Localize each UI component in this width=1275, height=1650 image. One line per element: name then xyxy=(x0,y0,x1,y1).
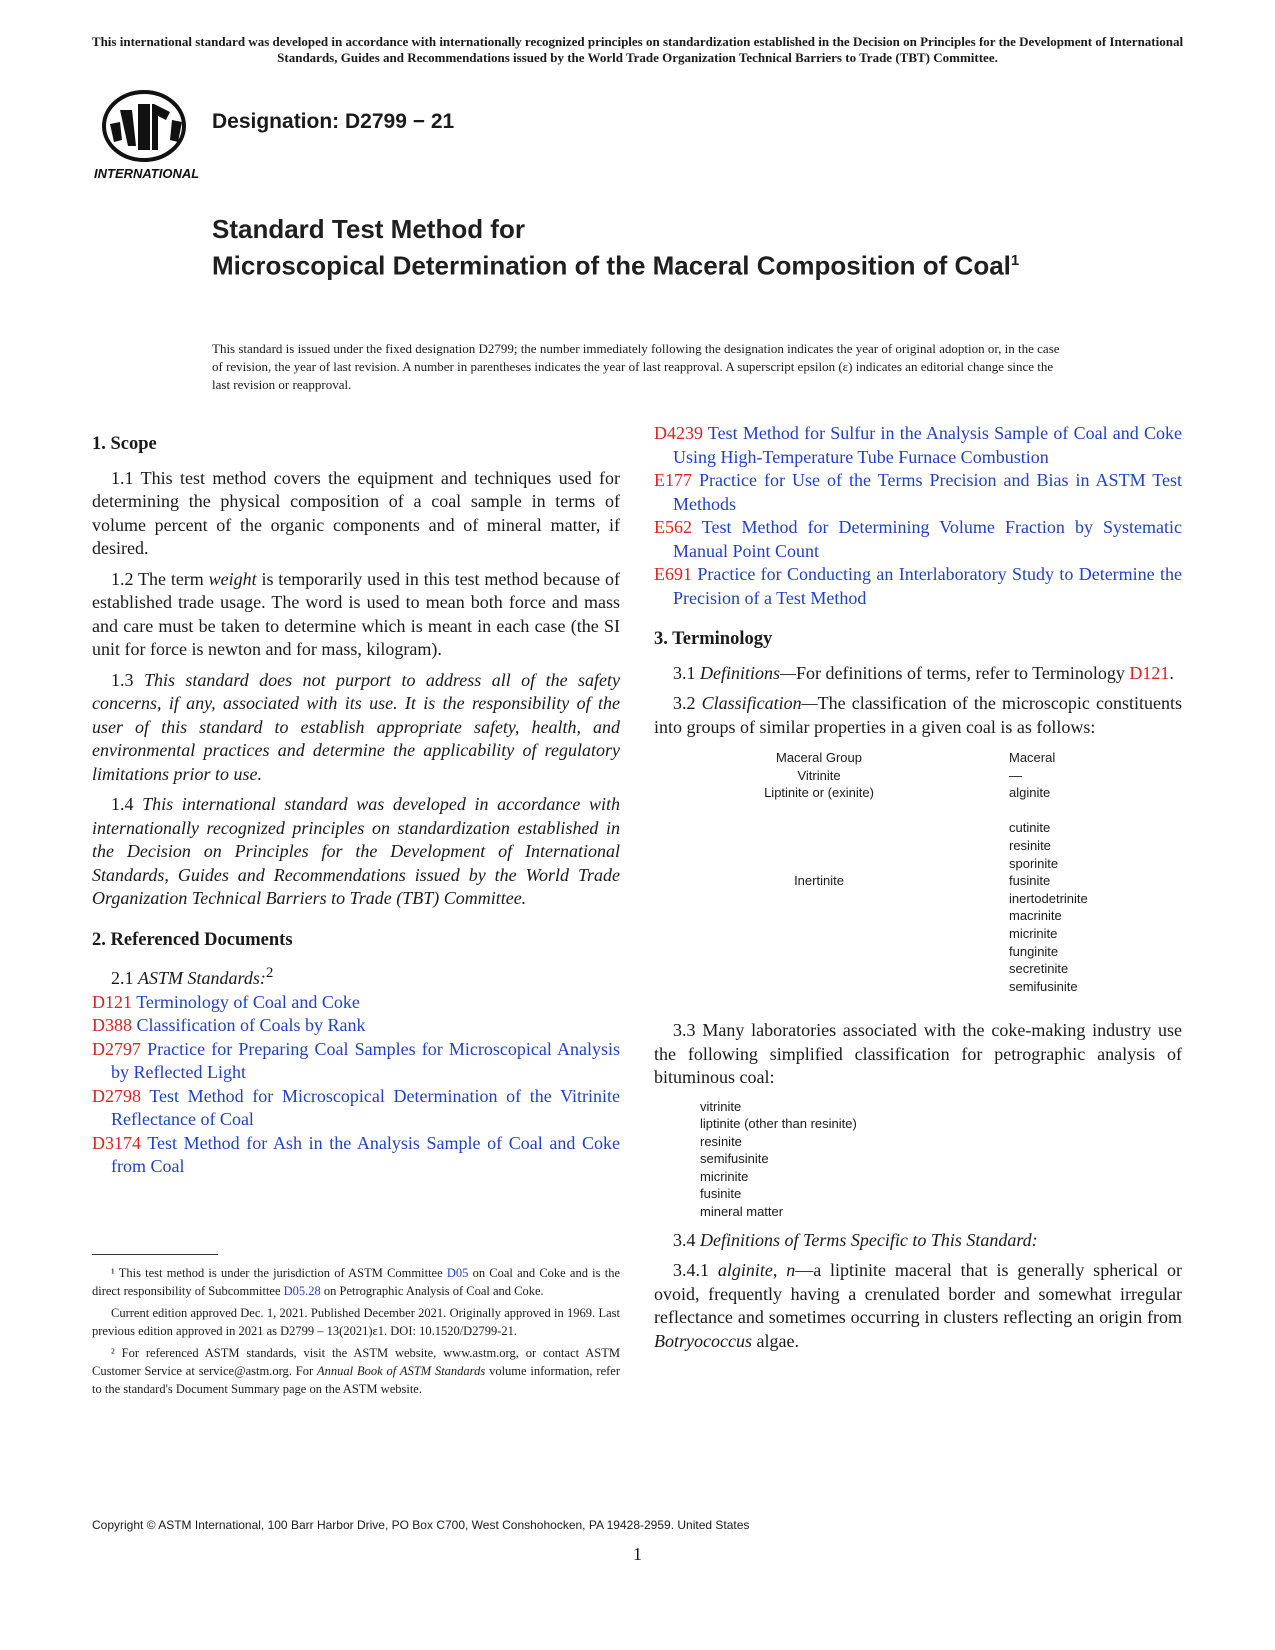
right-column xyxy=(654,422,1182,1360)
terminology-3-1: 3.1 Definitions—For definitions of terms, refer to Terminology D121. xyxy=(673,662,1174,683)
list-item: vitrinite xyxy=(700,1098,742,1114)
logo-text: INTERNATIONAL xyxy=(94,166,200,181)
reference-item[interactable]: D4239 Test Method for Sulfur in the Analysis Sample of Coal and Coke Using High-Temperature Tube Furnace Combustion xyxy=(654,423,1182,467)
title-line-2: Microscopical Determination of the Maceral Composition of Coal$^1$ xyxy=(212,250,1020,281)
designation: Designation: D2799 − 21 xyxy=(212,110,455,133)
maceral-item: macrinite xyxy=(1009,908,1062,924)
maceral-item: fusinite xyxy=(1009,873,1051,889)
reference-item[interactable]: E691 Practice for Conducting an Interlaboratory Study to Determine the Precision of a Test Method xyxy=(654,564,1183,608)
maceral-item: inertodetrinite xyxy=(1009,890,1088,906)
title-line-1: Standard Test Method for xyxy=(212,214,525,244)
astm-standards-subheading: 2.1 ASTM Standards:$^2$ xyxy=(111,965,274,988)
reference-item[interactable]: D388 Classification of Coals by Rank xyxy=(92,1015,366,1035)
scope-1-1: 1.1 This test method covers the equipment and techniques used for determining the physical composition of a coal sample in terms of volume percent of the organic components and of mineral matter, if desired. xyxy=(92,467,620,558)
page-number: 1 xyxy=(633,1544,642,1564)
reference-item[interactable]: E177 Practice for Use of the Terms Precision and Bias in ASTM Test Methods xyxy=(654,470,1182,514)
maceral-item: resinite xyxy=(1009,838,1051,853)
footnotes xyxy=(92,1264,620,1402)
terminology-3-2: 3.2 Classification—The classification of the microscopic constituents into groups of similar properties in a given coal is as follows: xyxy=(654,693,1183,737)
list-item: resinite xyxy=(700,1133,742,1149)
list-item: semifusinite xyxy=(700,1151,769,1167)
maceral-item: sporinite xyxy=(1009,855,1059,871)
reference-item[interactable]: D121 Terminology of Coal and Coke xyxy=(92,991,360,1012)
group-inertinite: Inertinite xyxy=(794,873,844,889)
simplified-classification-list xyxy=(654,1098,1182,1221)
reference-item[interactable]: D2798 Test Method for Microscopical Determination of the Vitrinite Reflectance of Coal xyxy=(92,1085,620,1129)
maceral-item: secretinite xyxy=(1009,961,1069,977)
maceral-vitrinite: — xyxy=(1009,767,1022,783)
list-item: fusinite xyxy=(700,1186,742,1202)
group-liptinite: Liptinite or (exinite) xyxy=(764,785,874,801)
list-item: mineral matter xyxy=(700,1204,784,1220)
reference-item[interactable]: D2797 Practice for Preparing Coal Samples for Microscopical Analysis by Reflected Light xyxy=(92,1038,620,1082)
footnote-1: ¹ This test method is under the jurisdiction of ASTM Committee D05 on Coal and Coke and is the direct responsibility of Subcommittee D05.28 on Petrographic Analysis of Coal and Coke. xyxy=(92,1266,620,1298)
list-item: micrinite xyxy=(700,1168,749,1184)
group-vitrinite: Vitrinite xyxy=(797,767,841,783)
references-heading: 2. Referenced Documents xyxy=(92,929,293,950)
terminology-3-4-1: 3.4.1 alginite, n—a liptinite maceral that is generally spherical or ovoid, frequently having a crenulated border and somewhat irregular reflectance and sometimes occurring in clusters reflecting an origin from Botryococcus algae. xyxy=(654,1260,1182,1351)
document-title xyxy=(212,214,1172,282)
maceral-item: alginite xyxy=(1009,785,1051,801)
copyright-footer: Copyright © ASTM International, 100 Barr Harbor Drive, PO Box C700, West Conshohocken, PA 19428-2959. United States xyxy=(92,1518,750,1532)
left-column xyxy=(92,433,620,1179)
maceral-item: semifusinite xyxy=(1009,978,1078,994)
maceral-table xyxy=(654,749,1182,994)
reference-item[interactable]: D3174 Test Method for Ash in the Analysis Sample of Coal and Coke from Coal xyxy=(92,1132,620,1176)
scope-heading: 1. Scope xyxy=(92,434,157,454)
maceral-item: funginite xyxy=(1009,943,1059,959)
issue-note: This standard is issued under the fixed designation D2799; the number immediately following the designation indicates the year of original adoption or, in the case of revision, the year of last revision. A number in parentheses indicates the year of last reapproval. A superscript epsilon (ε) indicates an editorial change since the last revision or reapproval. xyxy=(212,341,1060,392)
astm-logo xyxy=(92,90,204,182)
terminology-3-4: 3.4 Definitions of Terms Specific to This Standard: xyxy=(673,1229,1038,1250)
terminology-3-3: 3.3 Many laboratories associated with the coke-making industry use the following simplified classification for petrographic analysis of bituminous coal: xyxy=(654,1020,1182,1087)
table-header-group: Maceral Group xyxy=(776,750,862,765)
table-header-maceral: Maceral xyxy=(1009,750,1056,765)
footnote-divider xyxy=(92,1254,218,1255)
scope-1-4: 1.4 This international standard was developed in accordance with internationally recognized principles on standardization established in the Decision on Principles for the Development of International Standards, Guides and Recommendations issued by the World Trade Organization Technical Barriers to Trade (TBT) Committee. xyxy=(92,794,620,908)
list-item: liptinite (other than resinite) xyxy=(700,1116,857,1132)
footnote-1-edition: Current edition approved Dec. 1, 2021. Published December 2021. Originally approved in 1969. Last previous edition approved in 2021 as D2799 – 13(2021)ε1. DOI: 10.1520/D2799-21. xyxy=(92,1306,620,1338)
maceral-item: micrinite xyxy=(1009,926,1058,941)
scope-1-2: 1.2 The term weight is temporarily used in this test method because of established trade usage. The word is used to mean both force and mass and care must be taken to determine which is meant in each case (the SI unit for force is newton and for mass, kilogram). xyxy=(92,568,620,659)
footnote-2: ² For referenced ASTM standards, visit the ASTM website, www.astm.org, or contact ASTM Customer Service at service@astm.org. For Annual Book of ASTM Standards volume information, refer to the standard's Document Summary page on the ASTM website. xyxy=(92,1346,620,1396)
scope-1-3: 1.3 This standard does not purport to address all of the safety concerns, if any, associated with its use. It is the responsibility of the user of this standard to establish appropriate safety, health, and environmental practices and determine the applicability of regulatory limitations prior to use. xyxy=(92,669,620,784)
reference-item[interactable]: E562 Test Method for Determining Volume Fraction by Systematic Manual Point Count xyxy=(654,517,1182,561)
header-notice: This international standard was developed in accordance with internationally recognized principles on standardization established in the Decision on Principles for the Development of International Standards, Guides and Recommendations issued by the World Trade Organization Technical Barriers to Trade (TBT) Committee. xyxy=(91,34,1184,65)
terminology-heading: 3. Terminology xyxy=(654,629,773,649)
title-footnote-marker[interactable]: 1 xyxy=(1010,252,1020,269)
maceral-item: cutinite xyxy=(1009,820,1051,836)
